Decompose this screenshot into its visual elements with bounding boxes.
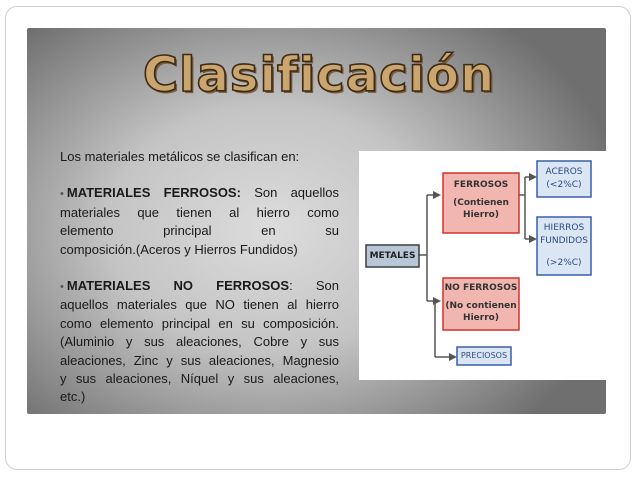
noferrosos-label: MATERIALES NO FERROSOS bbox=[66, 278, 290, 294]
noferrosos-title: NO FERROSOS bbox=[444, 283, 518, 293]
intro-line: Los materiales metálicos se clasifican en: bbox=[60, 149, 300, 164]
ferrosos-line-3: elemento principal en su bbox=[60, 223, 339, 239]
noferrosos-sub-1: (No contienen bbox=[445, 301, 517, 311]
body-text bbox=[60, 148, 339, 407]
noferrosos-line-1 bbox=[60, 277, 339, 296]
noferrosos-line-4: (Aluminio y sus aleaciones, Cobre y sus bbox=[60, 334, 339, 350]
aceros-title: ACEROS bbox=[545, 167, 583, 177]
noferrosos-line-2: aquellos materiales que NO tienen al hierro bbox=[60, 297, 339, 313]
aceros-sub: (<2%C) bbox=[546, 180, 582, 190]
metales-label: METALES bbox=[369, 251, 416, 261]
ferrosos-line-4: composición.(Aceros y Hierros Fundidos) bbox=[60, 241, 298, 257]
ferrosos-sub-1: (Contienen bbox=[453, 198, 509, 208]
ferrosos-sub-2: Hierro) bbox=[463, 210, 499, 220]
ferrosos-title: FERROSOS bbox=[453, 180, 509, 190]
noferrosos-line-7: etc.) bbox=[60, 389, 86, 405]
bullet-icon: • bbox=[60, 281, 64, 294]
noferrosos-line-3: como elemento principal en su composición. bbox=[60, 315, 339, 331]
ferrosos-text-1: Son aquellos bbox=[254, 185, 339, 201]
noferrosos-text-1: Son bbox=[315, 278, 339, 294]
classification-diagram bbox=[359, 151, 612, 380]
hierros-title-1: HIERROS bbox=[543, 223, 585, 233]
noferrosos-line-6: y sus aleaciones, Níquel y sus aleaciones, bbox=[60, 371, 339, 387]
ferrosos-line-2: materiales que tienen al hierro como bbox=[60, 204, 339, 220]
ferrosos-label: MATERIALES FERROSOS: bbox=[66, 185, 241, 201]
hierros-sub: (>2%C) bbox=[546, 258, 582, 268]
preciosos-label: PRECIOSOS bbox=[460, 351, 508, 360]
ferrosos-line-1 bbox=[60, 184, 339, 203]
noferrosos-colon: : bbox=[289, 278, 293, 294]
noferrosos-line-5: aleaciones, Zinc y sus aleaciones, Magnesio bbox=[60, 352, 339, 368]
hierros-title-2: FUNDIDOS bbox=[540, 236, 588, 246]
bullet-icon: • bbox=[60, 188, 64, 201]
slide-title: Clasificación bbox=[142, 47, 496, 103]
noferrosos-sub-2: Hierro) bbox=[463, 313, 499, 323]
